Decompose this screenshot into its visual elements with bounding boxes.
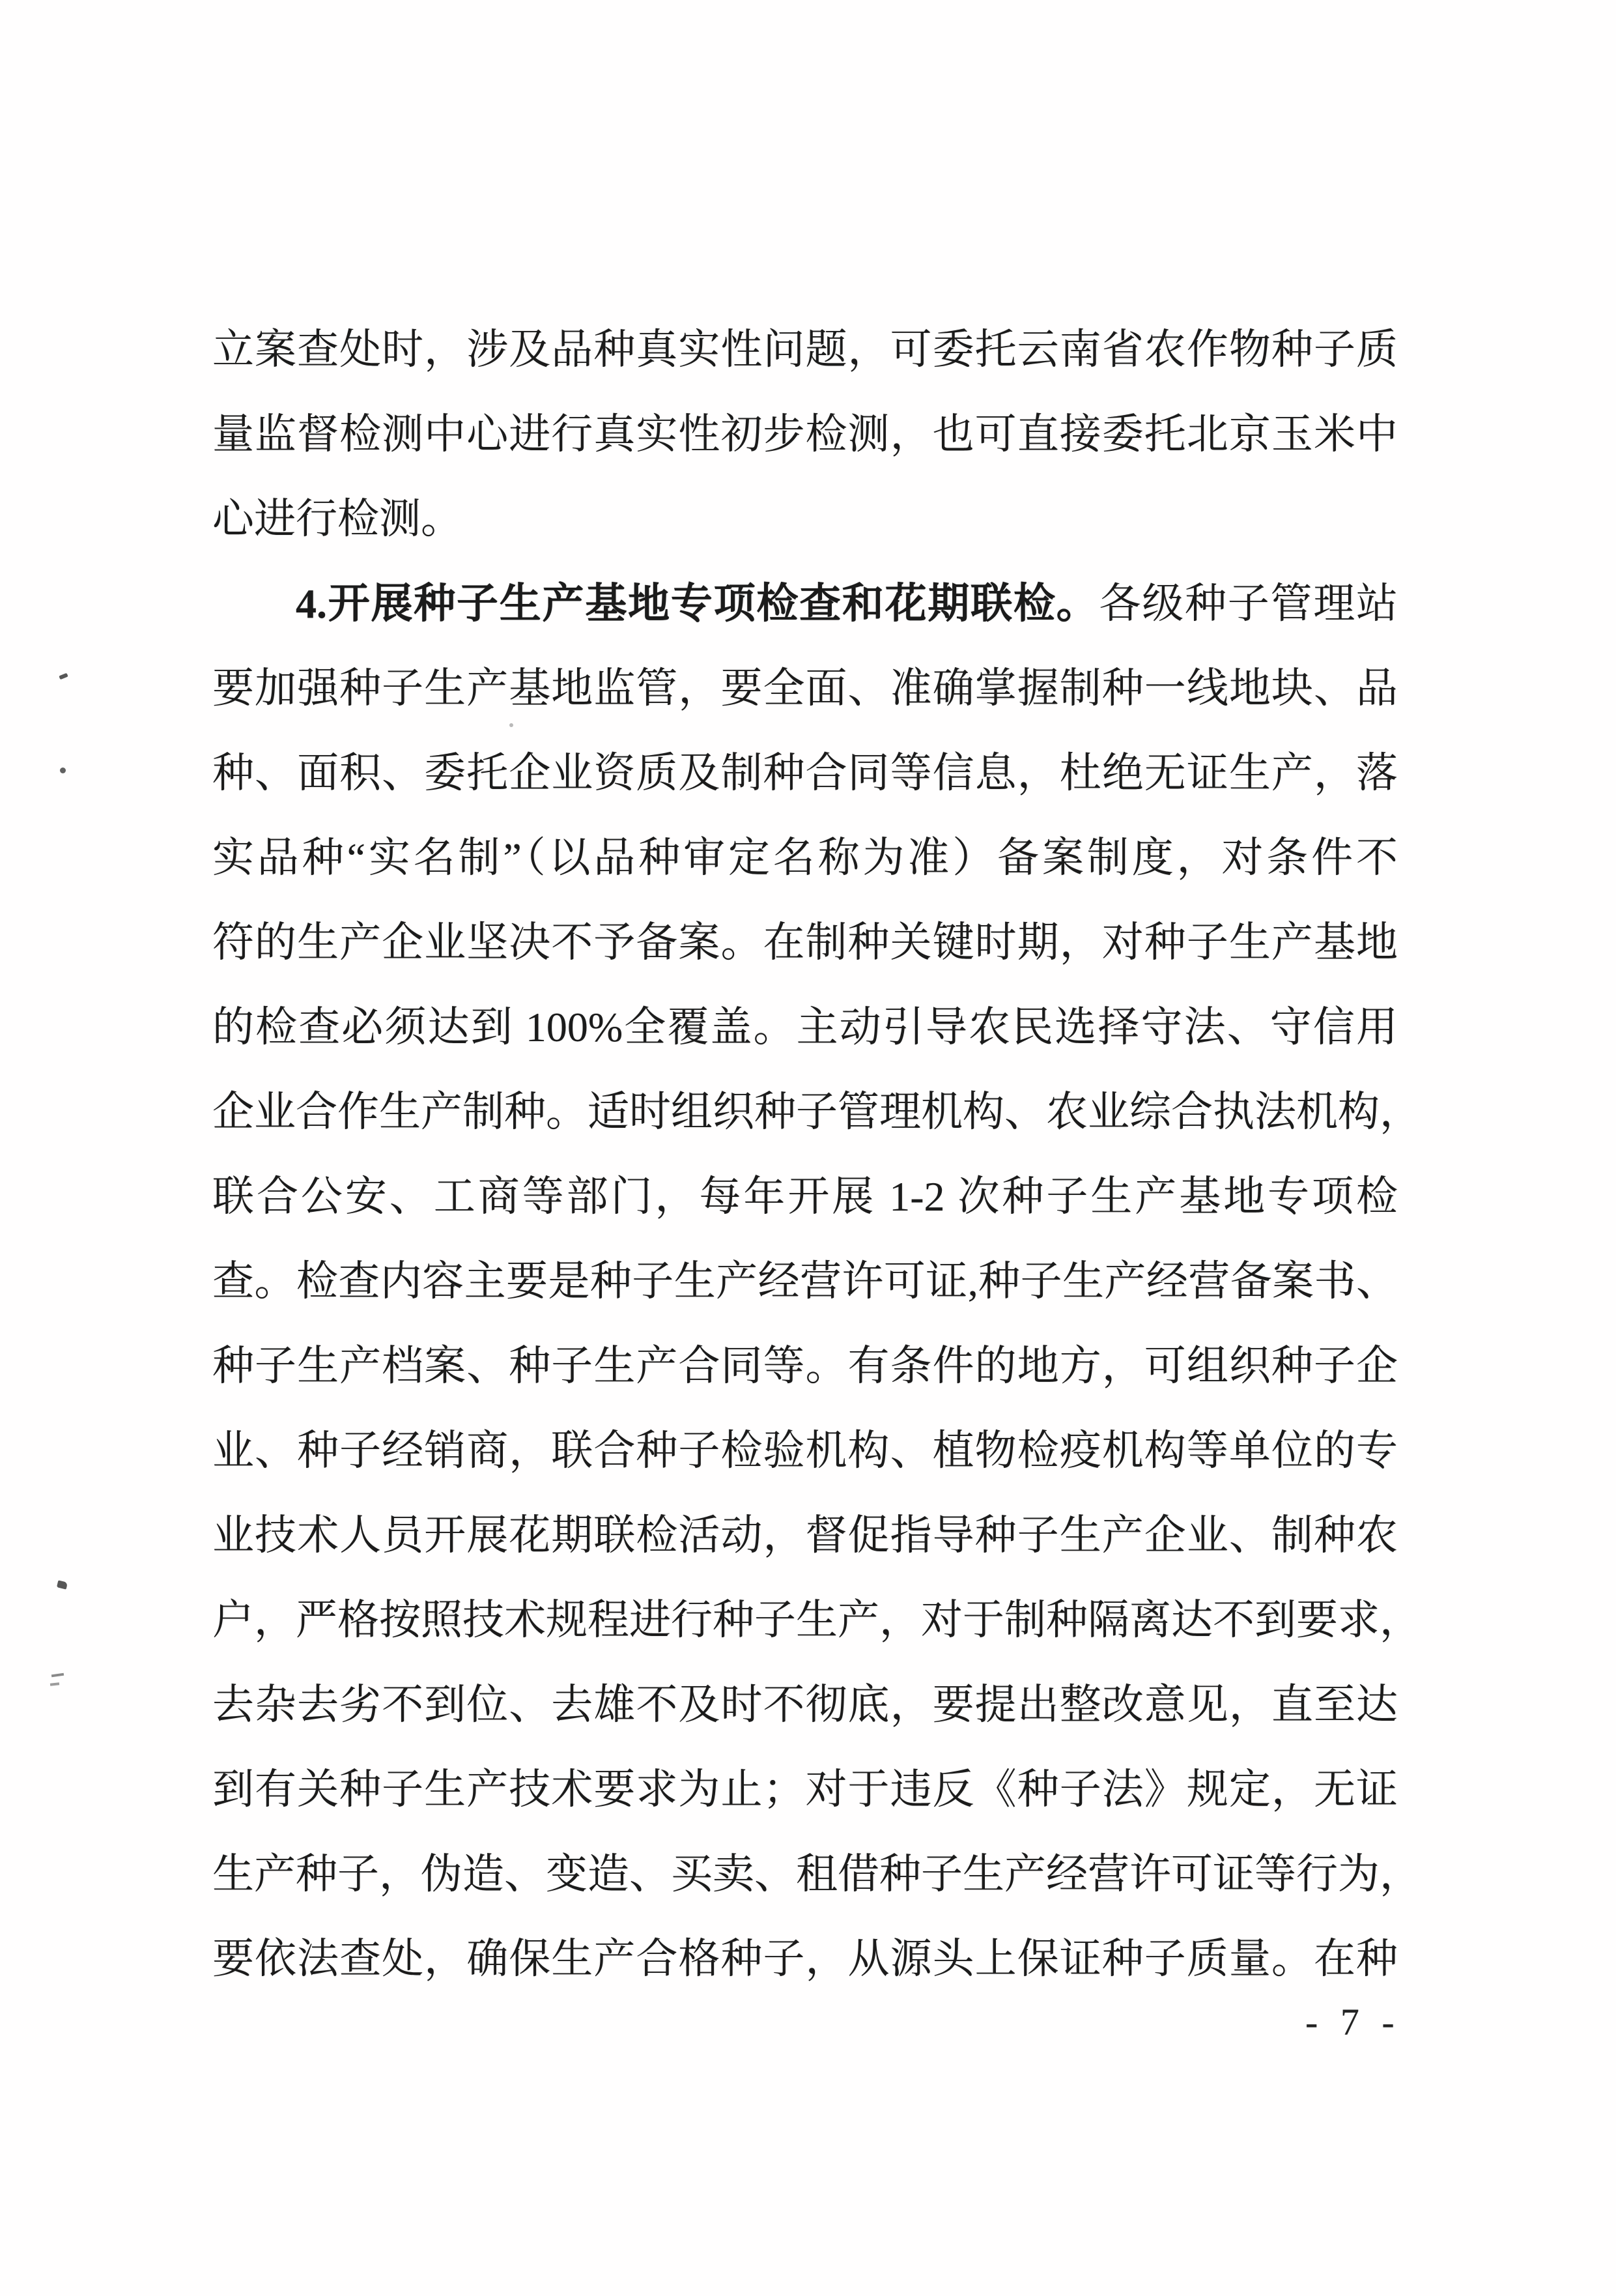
scan-speck: [50, 1682, 59, 1686]
scan-speck: [51, 1673, 64, 1678]
text-line-4: [212, 562, 1398, 646]
text-line-7: 实品种“实名制”（以品种审定名称为准）备案制度，对条件不: [212, 835, 1398, 881]
paragraph-4-heading: 4.开展种子生产基地专项检查和花期联检。: [296, 581, 1099, 627]
text-line-13: 种子生产档案、种子生产合同等。有条件的地方，可组织种子企: [212, 1343, 1398, 1389]
scan-speck: [509, 723, 513, 727]
text-line-16: 户，严格按照技术规程进行种子生产，对于制种隔离达不到要求，: [212, 1597, 1421, 1643]
text-line-10: 企业合作生产制种。适时组织种子管理机构、农业综合执法机构，: [212, 1089, 1421, 1135]
scan-speck: [57, 1580, 68, 1589]
text-line-3: 心进行检测。: [212, 496, 462, 542]
text-line-17: 去杂去劣不到位、去雄不及时不彻底，要提出整改意见，直至达: [212, 1682, 1398, 1728]
text-line-8: 符的生产企业坚决不予备案。在制种关键时期，对种子生产基地: [212, 919, 1398, 966]
text-line-9: 的检查必须达到 100%全覆盖。主动引导农民选择守法、守信用: [212, 1004, 1398, 1050]
scan-speck: [60, 768, 66, 773]
text-line-1: 立案查处时，涉及品种真实性问题，可委托云南省农作物种子质: [212, 326, 1398, 373]
paragraph-4-heading-tail: 各级种子管理站: [1099, 581, 1398, 627]
text-line-15: 业技术人员开展花期联检活动，督促指导种子生产企业、制种农: [212, 1512, 1398, 1558]
text-line-2: 量监督检测中心进行真实性初步检测，也可直接委托北京玉米中: [212, 411, 1398, 457]
text-line-19: 生产种子，伪造、变造、买卖、租借种子生产经营许可证等行为，: [212, 1851, 1421, 1897]
text-line-6: 种、面积、委托企业资质及制种合同等信息，杜绝无证生产，落: [212, 750, 1398, 796]
text-line-12: 查。检查内容主要是种子生产经营许可证,种子生产经营备案书、: [212, 1258, 1398, 1304]
text-line-18: 到有关种子生产技术要求为止；对于违反《种子法》规定，无证: [212, 1766, 1398, 1813]
text-line-5: 要加强种子生产基地监管，要全面、准确掌握制种一线地块、品: [212, 665, 1398, 711]
text-line-11: 联合公安、工商等部门，每年开展 1-2 次种子生产基地专项检: [212, 1173, 1398, 1220]
body-text: [212, 308, 1421, 2002]
text-line-14: 业、种子经销商，联合种子检验机构、植物检疫机构等单位的专: [212, 1428, 1398, 1474]
text-line-20: 要依法查处，确保生产合格种子，从源头上保证种子质量。在种: [212, 1936, 1398, 1982]
page-number: - 7 -: [1305, 2001, 1401, 2043]
scan-speck: [59, 673, 68, 680]
